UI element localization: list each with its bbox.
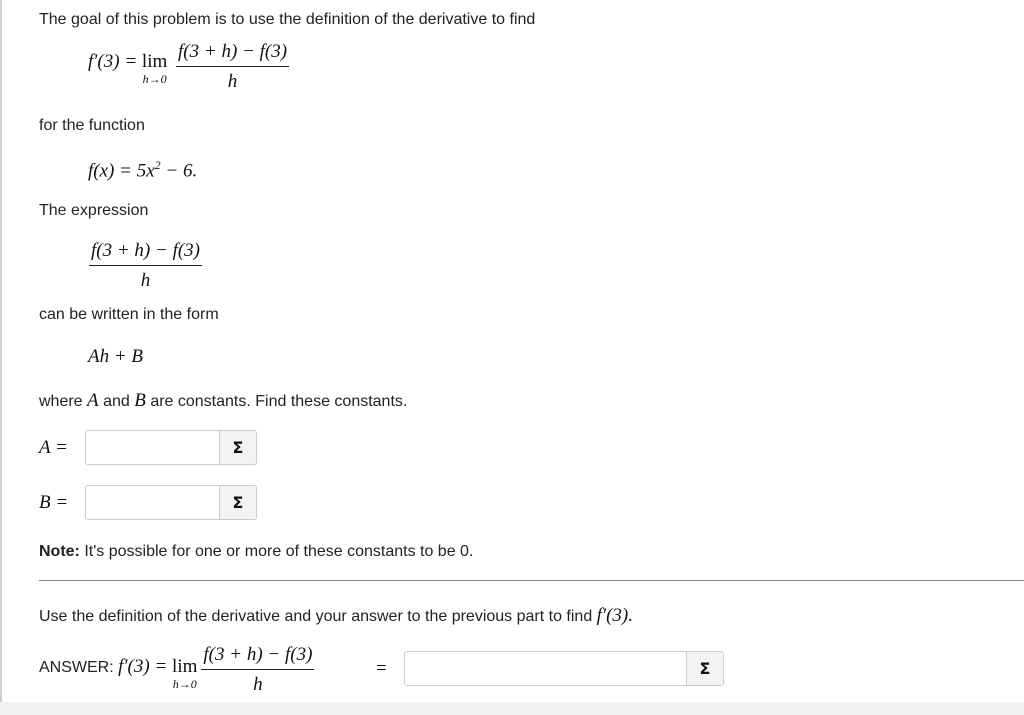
note bbox=[39, 543, 473, 561]
difference-quotient bbox=[176, 41, 289, 93]
sigma-icon[interactable]: Σ bbox=[219, 431, 256, 464]
the-expression-text: The expression bbox=[39, 202, 149, 219]
intro-text: The goal of this problem is to use the definition of the derivative to find bbox=[39, 11, 536, 28]
part2-instruction-math: f′(3). bbox=[596, 605, 633, 626]
answer-denominator: h bbox=[253, 674, 263, 695]
derivative-definition bbox=[88, 41, 289, 93]
part2-instruction-text: Use the definition of the derivative and your answer to the previous part to find bbox=[39, 608, 597, 625]
answer-lim-word: lim bbox=[172, 656, 198, 677]
where-suffix: are constants. Find these constants. bbox=[150, 393, 408, 410]
function-lhs: f(x) = 5x bbox=[88, 160, 155, 182]
answer-prefix: ANSWER: bbox=[39, 659, 119, 676]
where-line bbox=[39, 390, 407, 412]
final-answer-input[interactable] bbox=[405, 652, 687, 685]
form-expression: Ah + B bbox=[88, 346, 144, 367]
for-the-function-text: for the function bbox=[39, 117, 145, 134]
answer-fprime: f′(3) = bbox=[118, 656, 173, 677]
note-label: Note: bbox=[39, 543, 80, 560]
expression-fraction bbox=[89, 240, 202, 292]
written-in-form-text: can be written in the form bbox=[39, 306, 219, 323]
final-answer-line bbox=[39, 644, 314, 696]
lim-subscript: h→0 bbox=[142, 72, 167, 86]
a-answer-field bbox=[85, 430, 257, 465]
part2-instruction bbox=[39, 605, 633, 627]
answer-numerator: f(3 + h) − f(3) bbox=[201, 644, 314, 670]
left-border bbox=[0, 0, 2, 715]
a-answer-input[interactable] bbox=[86, 431, 220, 464]
function-definition bbox=[88, 158, 197, 182]
expression-numerator: f(3 + h) − f(3) bbox=[89, 240, 202, 266]
b-answer-input[interactable] bbox=[86, 486, 220, 519]
lim-word: lim bbox=[141, 51, 168, 72]
limit bbox=[142, 52, 167, 86]
fprime-label: f′(3) = bbox=[88, 51, 142, 72]
section-divider bbox=[39, 580, 1024, 581]
answer-difference-quotient bbox=[201, 644, 314, 696]
function-rhs: − 6. bbox=[160, 160, 198, 182]
note-text: It's possible for one or more of these constants to be 0. bbox=[79, 543, 474, 560]
a-label: A = bbox=[39, 437, 68, 458]
bottom-band bbox=[0, 702, 1024, 715]
difference-quotient-denominator: h bbox=[227, 71, 238, 92]
sigma-icon[interactable]: Σ bbox=[219, 486, 256, 519]
where-and: and bbox=[103, 393, 130, 410]
b-answer-field bbox=[85, 485, 257, 520]
var-a: A bbox=[87, 390, 99, 411]
answer-limit bbox=[172, 657, 197, 691]
where-prefix: where bbox=[39, 393, 83, 410]
var-b: B bbox=[134, 390, 146, 411]
b-label: B = bbox=[39, 492, 69, 513]
expression-denominator: h bbox=[140, 270, 151, 291]
function-exponent: 2 bbox=[154, 158, 161, 172]
answer-equals: = bbox=[376, 658, 387, 679]
answer-lim-subscript: h→0 bbox=[172, 677, 197, 691]
sigma-icon[interactable]: Σ bbox=[686, 652, 723, 685]
difference-quotient-numerator: f(3 + h) − f(3) bbox=[176, 41, 289, 67]
final-answer-field bbox=[404, 651, 724, 686]
